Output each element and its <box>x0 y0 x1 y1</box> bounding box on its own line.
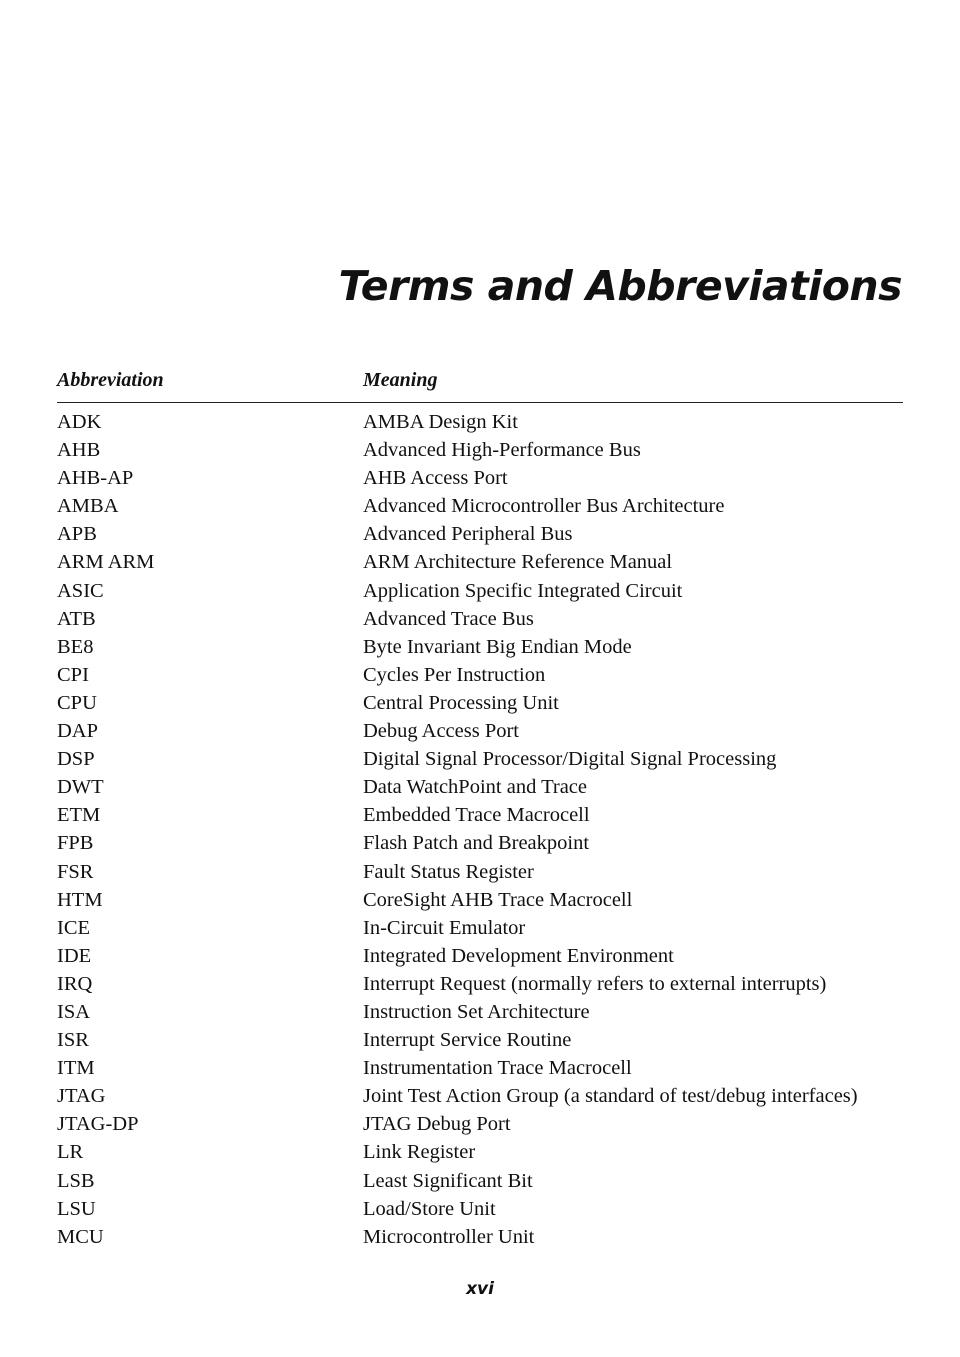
table-row <box>57 1223 903 1251</box>
row-abbreviation: JTAG <box>57 1085 106 1108</box>
row-meaning: Application Specific Integrated Circuit <box>363 579 683 602</box>
row-abbreviation: AHB <box>57 439 101 462</box>
table-row <box>57 886 903 914</box>
table-row <box>57 801 903 829</box>
row-abbreviation: ICE <box>57 916 91 939</box>
table-row <box>57 548 903 576</box>
table-row <box>57 1026 903 1054</box>
row-meaning: Byte Invariant Big Endian Mode <box>363 635 632 658</box>
table-header-row <box>57 368 903 403</box>
table-body <box>57 408 903 1251</box>
row-meaning: Fault Status Register <box>363 860 534 883</box>
table-row <box>57 773 903 801</box>
table-row <box>57 858 903 886</box>
table-row <box>57 1167 903 1195</box>
row-abbreviation: ISA <box>57 1000 91 1023</box>
row-meaning: Load/Store Unit <box>363 1197 496 1220</box>
row-abbreviation: IDE <box>57 944 92 967</box>
table-row <box>57 745 903 773</box>
row-meaning: Flash Patch and Breakpoint <box>363 832 590 855</box>
row-abbreviation: DWT <box>57 776 104 799</box>
page-title: Terms and Abbreviations <box>338 262 902 310</box>
table-row <box>57 914 903 942</box>
table-row <box>57 464 903 492</box>
table-row <box>57 633 903 661</box>
row-meaning: Data WatchPoint and Trace <box>363 776 587 799</box>
table-row <box>57 1138 903 1166</box>
row-meaning: CoreSight AHB Trace Macrocell <box>363 888 633 911</box>
row-meaning: Advanced Trace Bus <box>363 607 534 630</box>
row-abbreviation: AHB-AP <box>57 467 134 490</box>
row-abbreviation: LR <box>57 1141 84 1164</box>
table-row <box>57 829 903 857</box>
row-meaning: Instrumentation Trace Macrocell <box>363 1057 632 1080</box>
row-abbreviation: FSR <box>57 860 94 883</box>
table-row <box>57 1110 903 1138</box>
header-abbreviation: Abbreviation <box>57 369 164 391</box>
row-meaning: JTAG Debug Port <box>363 1113 511 1136</box>
row-abbreviation: JTAG-DP <box>57 1113 139 1136</box>
row-abbreviation: LSB <box>57 1169 95 1192</box>
row-meaning: Debug Access Port <box>363 720 520 743</box>
row-meaning: Cycles Per Instruction <box>363 663 546 686</box>
row-abbreviation: ADK <box>57 411 102 433</box>
table-row <box>57 970 903 998</box>
table-row <box>57 436 903 464</box>
row-abbreviation: APB <box>57 523 97 546</box>
abbreviations-table <box>57 368 903 1251</box>
row-meaning: ARM Architecture Reference Manual <box>363 551 673 574</box>
table-row <box>57 689 903 717</box>
row-meaning: Central Processing Unit <box>363 691 559 714</box>
row-abbreviation: CPI <box>57 663 89 686</box>
row-abbreviation: CPU <box>57 691 97 714</box>
row-meaning: AHB Access Port <box>363 467 508 490</box>
table-row <box>57 577 903 605</box>
row-meaning: Joint Test Action Group (a standard of test/debug interfaces) <box>363 1085 858 1108</box>
table-row <box>57 408 903 436</box>
row-abbreviation: ASIC <box>57 579 104 602</box>
row-meaning: Interrupt Request (normally refers to external interrupts) <box>363 972 827 995</box>
table-row <box>57 717 903 745</box>
row-meaning: AMBA Design Kit <box>363 411 518 433</box>
table-row <box>57 605 903 633</box>
row-abbreviation: MCU <box>57 1225 104 1248</box>
row-meaning: Link Register <box>363 1141 476 1164</box>
page-number: xvi <box>466 1279 494 1299</box>
row-abbreviation: ISR <box>57 1029 89 1052</box>
row-abbreviation: ETM <box>57 804 101 827</box>
row-abbreviation: ITM <box>57 1057 95 1080</box>
row-meaning: Integrated Development Environment <box>363 944 674 967</box>
row-meaning: Interrupt Service Routine <box>363 1029 572 1052</box>
row-meaning: Embedded Trace Macrocell <box>363 804 590 827</box>
row-meaning: Least Significant Bit <box>363 1169 533 1192</box>
table-row <box>57 1054 903 1082</box>
row-abbreviation: DSP <box>57 748 95 771</box>
row-abbreviation: IRQ <box>57 972 93 995</box>
table-row <box>57 998 903 1026</box>
row-abbreviation: BE8 <box>57 635 94 658</box>
row-meaning: Microcontroller Unit <box>363 1225 535 1248</box>
row-meaning: Advanced High-Performance Bus <box>363 439 641 462</box>
row-meaning: Advanced Microcontroller Bus Architecture <box>363 495 725 518</box>
table-row <box>57 1082 903 1110</box>
row-abbreviation: ATB <box>57 607 96 630</box>
table-row <box>57 1195 903 1223</box>
row-meaning: Advanced Peripheral Bus <box>363 523 573 546</box>
row-abbreviation: AMBA <box>57 495 119 518</box>
row-meaning: Instruction Set Architecture <box>363 1000 590 1023</box>
table-row <box>57 661 903 689</box>
row-abbreviation: FPB <box>57 832 94 855</box>
row-abbreviation: LSU <box>57 1197 96 1220</box>
row-abbreviation: DAP <box>57 720 99 743</box>
row-abbreviation: ARM ARM <box>57 551 155 574</box>
table-row <box>57 492 903 520</box>
table-row <box>57 942 903 970</box>
header-meaning: Meaning <box>363 369 438 391</box>
row-meaning: In-Circuit Emulator <box>363 916 526 939</box>
row-meaning: Digital Signal Processor/Digital Signal Processing <box>363 748 777 771</box>
row-abbreviation: HTM <box>57 888 103 911</box>
table-row <box>57 520 903 548</box>
